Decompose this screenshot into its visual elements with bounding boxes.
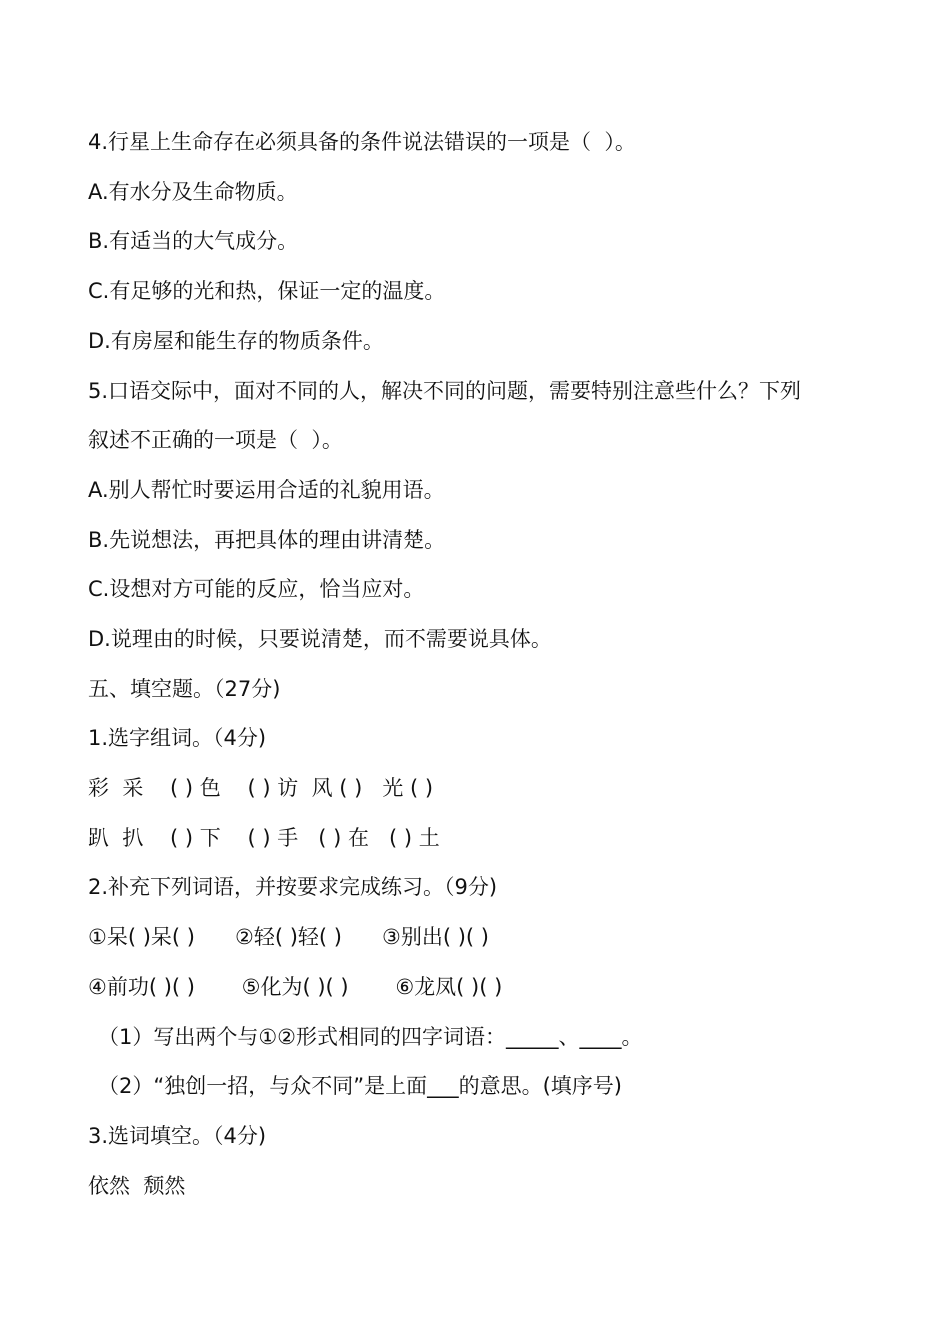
- fill-question-1: 1.选字组词。（4分): [88, 726, 267, 750]
- question-5-option-d: D.说理由的时候，只要说清楚，而不需要说具体。: [88, 627, 552, 651]
- fill-question-2-row-1: ①呆( )呆( ) ②轻( )轻( ) ③别出( )( ): [88, 925, 489, 949]
- fill-question-1-row-1: 彩 采 ( ) 色 ( ) 访 风 ( ) 光 ( ): [88, 776, 434, 800]
- question-4-option-c: C.有足够的光和热，保证一定的温度。: [88, 279, 446, 303]
- fill-question-3-words: 依然 颓然: [88, 1174, 186, 1198]
- question-5-option-a: A.别人帮忙时要运用合适的礼貌用语。: [88, 478, 445, 502]
- question-5-option-c: C.设想对方可能的反应，恰当应对。: [88, 577, 425, 601]
- question-5: 5.口语交际中，面对不同的人，解决不同的问题，需要特别注意些什么？下列: [88, 379, 802, 403]
- section-five-heading: 五、填空题。（27分): [88, 677, 281, 701]
- fill-question-2-sub-1: （1）写出两个与①②形式相同的四字词语：_____、____。: [98, 1025, 643, 1049]
- fill-question-2: 2.补充下列词语，并按要求完成练习。（9分): [88, 875, 498, 899]
- fill-question-2-row-2: ④前功( )( ) ⑤化为( )( ) ⑥龙凤( )( ): [88, 975, 503, 999]
- question-5-option-b: B.先说想法，再把具体的理由讲清楚。: [88, 528, 446, 552]
- fill-question-2-sub-2: （2）“独创一招，与众不同”是上面___的意思。(填序号): [98, 1074, 623, 1098]
- question-4-option-b: B.有适当的大气成分。: [88, 229, 299, 253]
- question-4-option-d: D.有房屋和能生存的物质条件。: [88, 329, 384, 353]
- fill-question-3: 3.选词填空。（4分): [88, 1124, 267, 1148]
- question-5-continued: 叙述不正确的一项是（ ）。: [88, 428, 343, 452]
- question-4-option-a: A.有水分及生命物质。: [88, 180, 298, 204]
- fill-question-1-row-2: 趴 扒 ( ) 下 ( ) 手 ( ) 在 ( ) 土: [88, 826, 440, 850]
- question-4: 4.行星上生命存在必须具备的条件说法错误的一项是（ ）。: [88, 130, 636, 154]
